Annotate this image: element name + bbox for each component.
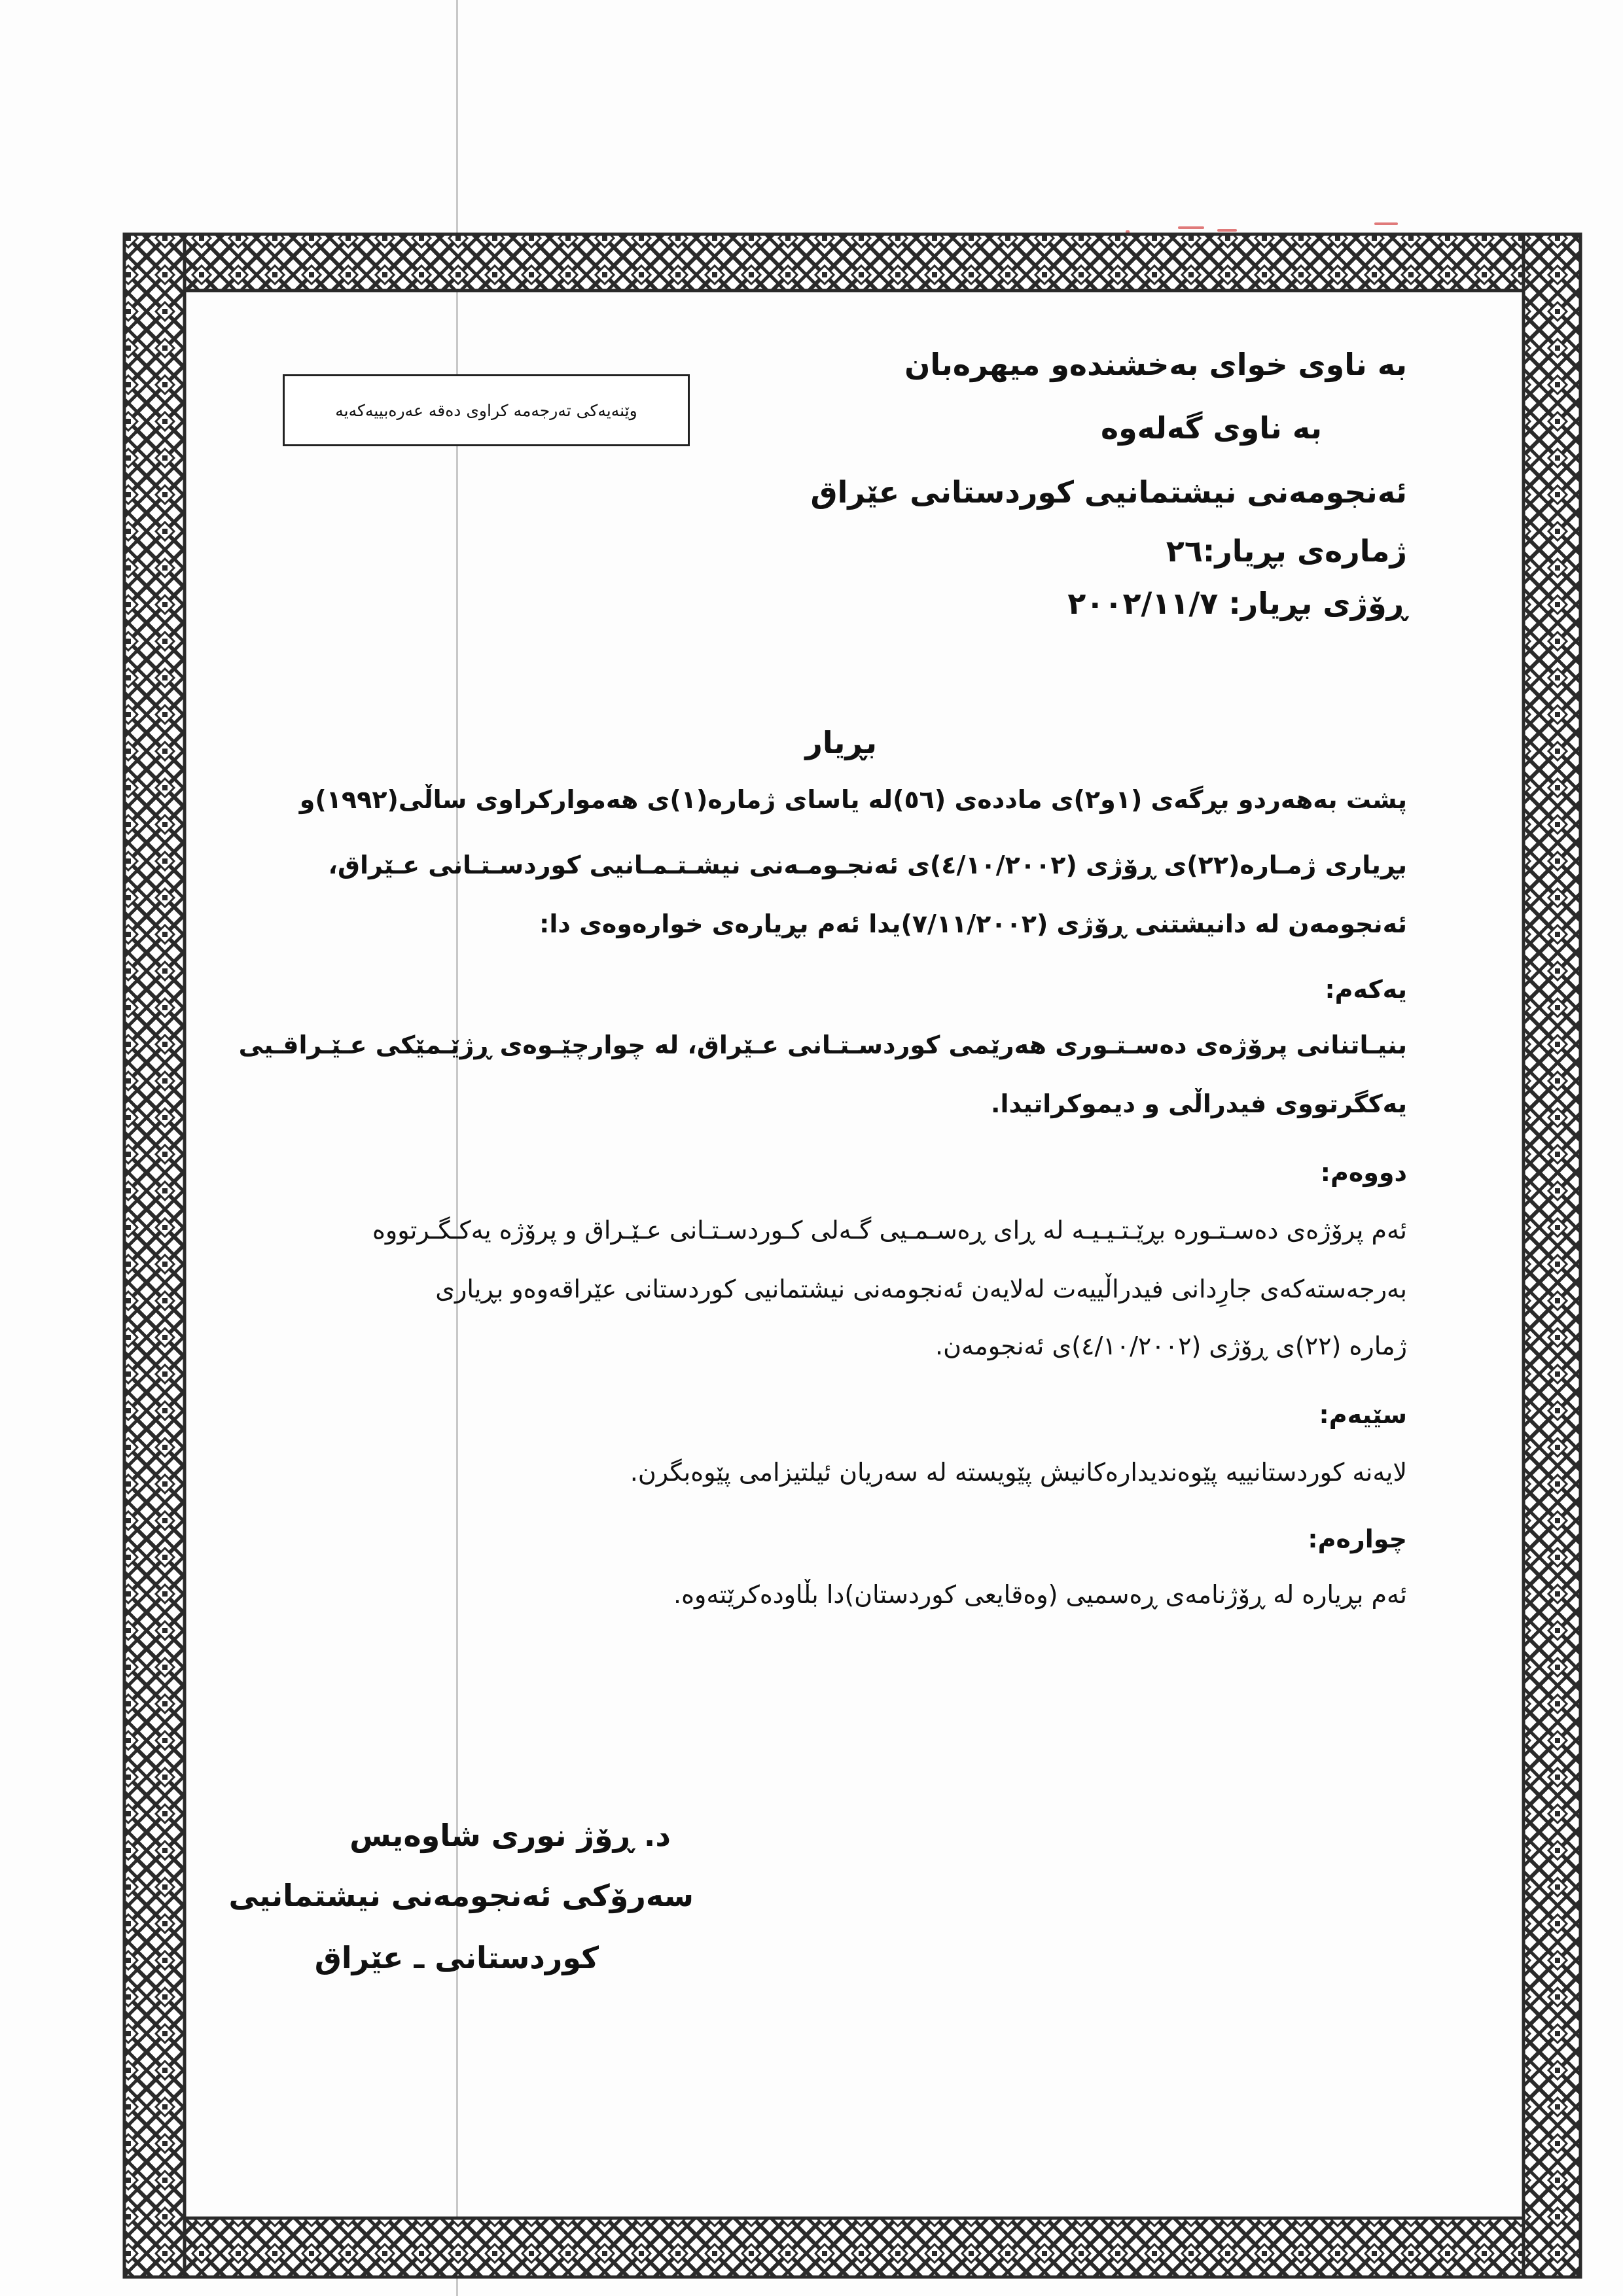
decision-date: ڕۆژی بڕیار: ٢٠٠٢/١١/٧: [1067, 586, 1407, 621]
section-heading-third: سێیەم:: [1319, 1400, 1407, 1429]
section-line: لایەنە کوردستانییە پێوەندیدارەکانیش پێویستە لە سەریان ئیلتیزامی پێوەبگرن.: [630, 1458, 1407, 1487]
section-line: یەکگرتووی فیدراڵی و دیموکراتیدا.: [991, 1089, 1407, 1118]
signatory-title-line1: سەرۆکی ئەنجومەنی نیشتمانیی: [228, 1878, 694, 1913]
section-line: ئەم پرۆژەی دەسـتـورە بڕێـتـیـیـە لە ڕای ڕەسـمـیی گـەلی کـوردسـتـانی عـێـراق و پرۆژە یەکـگـرتووە: [372, 1216, 1407, 1245]
translation-copy-stamp-text: وێنەیەکی تەرجەمە کراوی دەقە عەرەبییەکەیە: [335, 400, 637, 420]
people-name-line: بە ناوی گەلەوە: [1100, 410, 1322, 446]
section-line: ئەم بڕیارە لە ڕۆژنامەی ڕەسمیی (وەقایعی کوردستان)دا بڵاودەکرێتەوە.: [673, 1580, 1407, 1609]
section-line: ژمارە (٢٢)ی ڕۆژی (٤/١٠/٢٠٠٢)ی ئەنجومەن.: [935, 1332, 1407, 1360]
decision-title: بڕیار: [805, 725, 877, 760]
preamble-line: بڕیاری ژمـارە(٢٢)ی ڕۆژی (٤/١٠/٢٠٠٢)ی ئەنجـومـەنی نیشـتـمـانیی کوردسـتـانی عـێراق،: [328, 851, 1407, 879]
preamble-line: پشت بەهەردو بڕگەی (١و٢)ی ماددەی (٥٦)لە یاسای ژمارە(١)ی هەمواركراوی ساڵی(١٩٩٢)و: [299, 785, 1407, 814]
signatory-name: د. ڕۆژ نوری شاوەیس: [349, 1818, 671, 1853]
section-heading-fourth: چوارەم:: [1308, 1525, 1407, 1553]
section-line: بەرجەستەکەی جارِدانی فیدراڵییەت لەلایەن ئەنجومەنی نیشتمانیی کوردستانی عێراقەوەو بڕیاری: [435, 1275, 1407, 1303]
institution-name: ئەنجومەنی نیشتمانیی کوردستانی عێراق: [810, 474, 1407, 510]
section-heading-second: دووەم:: [1320, 1158, 1407, 1187]
signatory-title-line2: کوردستانی ـ عێراق: [314, 1940, 599, 1975]
basmala: بە ناوی خوای بەخشندەو میهرەبان: [904, 347, 1407, 382]
section-heading-first: یەکەم:: [1325, 975, 1407, 1004]
preamble-line: ئەنجومەن لە دانیشتنی ڕۆژی (٧/١١/٢٠٠٢)یدا ئەم بڕیارەی خوارەوەی دا:: [539, 910, 1407, 938]
section-line: بنیـاتنانی پرۆژەی دەسـتـوری هەرێمی کوردسـتـانی عـێراق، لە چوارچێـوەی ڕژێـمێکی عـێـراقـیی: [238, 1031, 1407, 1059]
decision-number: ژمارەی بڕیار:٢٦: [1166, 533, 1407, 569]
